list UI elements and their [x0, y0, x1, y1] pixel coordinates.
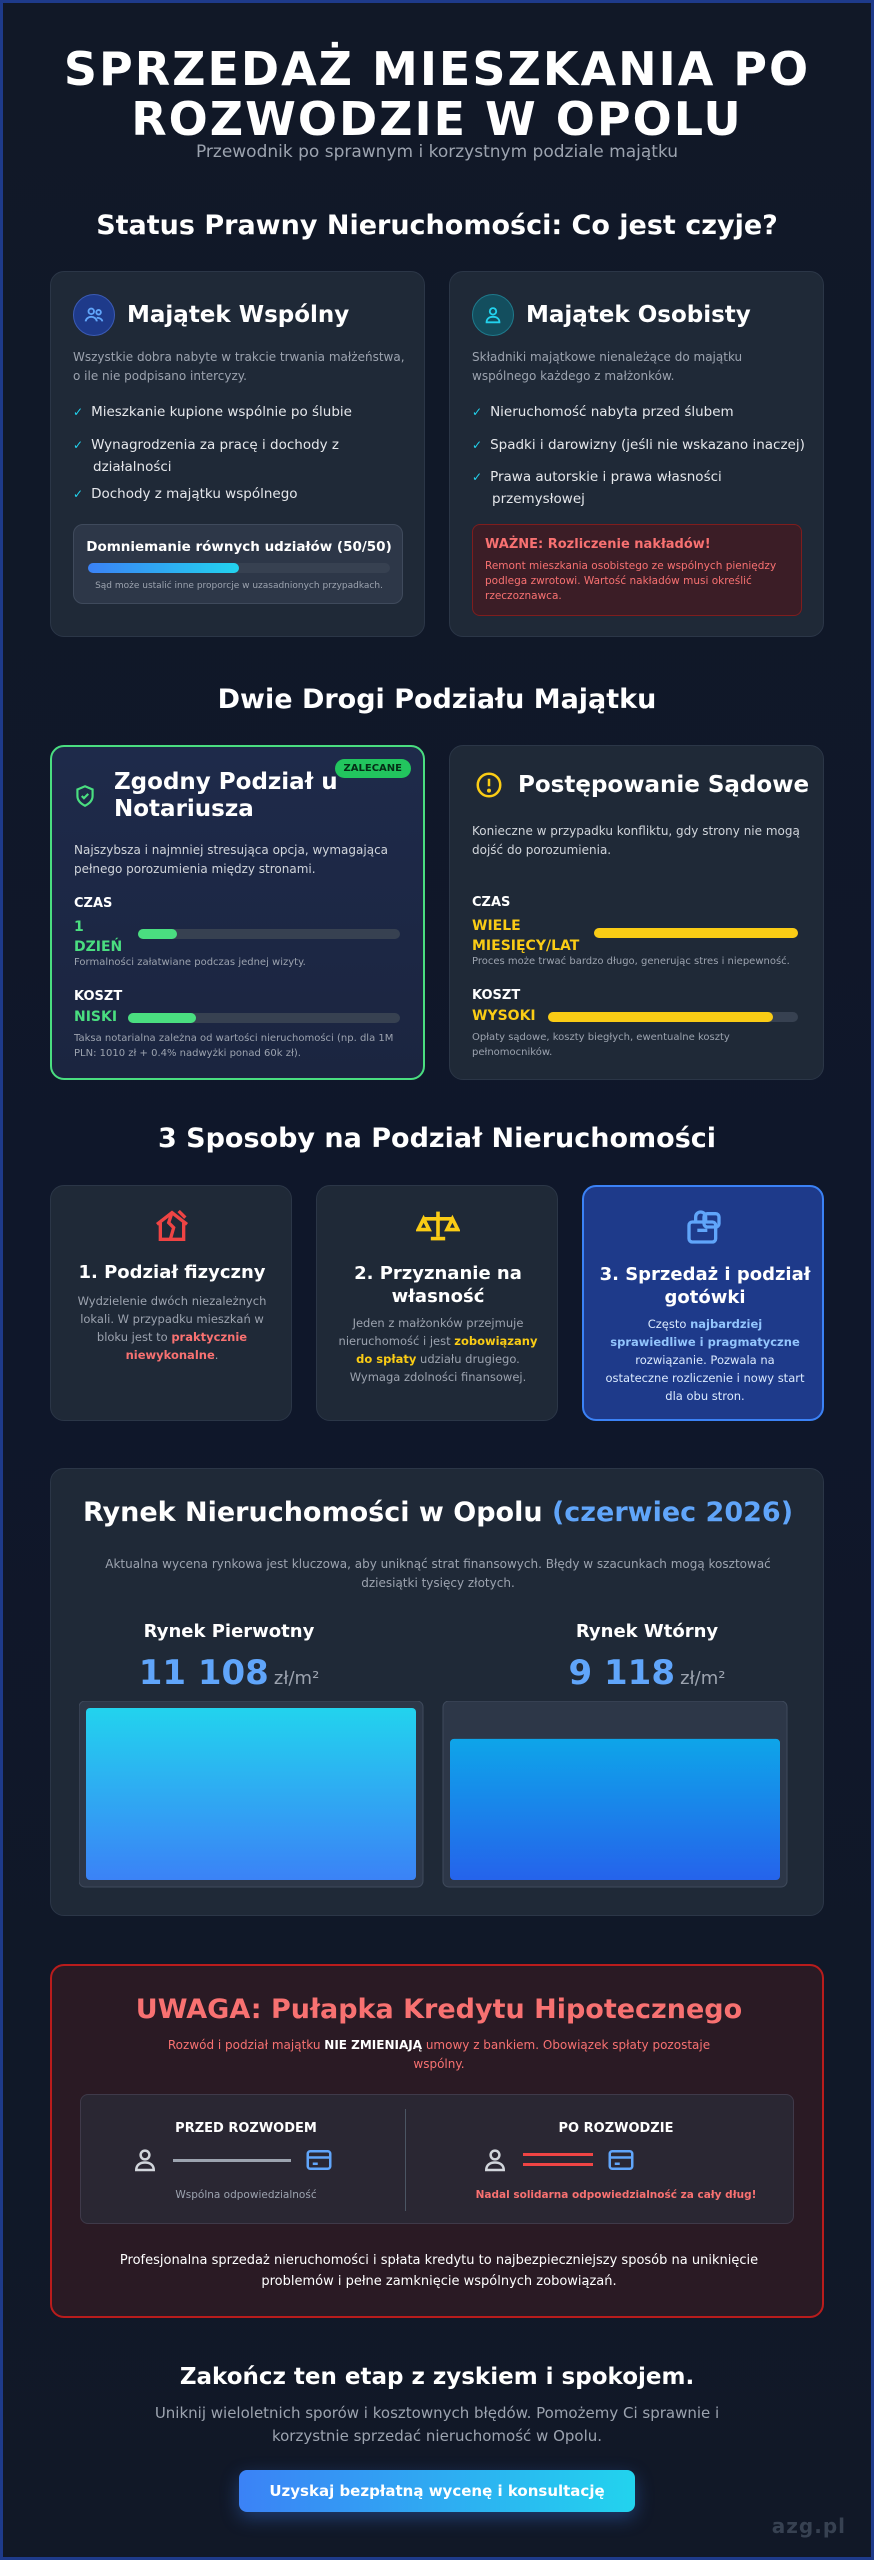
court-cost-bar	[548, 1012, 798, 1022]
court-card	[449, 745, 824, 1080]
market-desc: Aktualna wycena rynkowa jest kluczowa, aby uniknąć strat finansowych. Błędy w szacunkach mogą kosztować dziesiątki tysięcy złotych.	[105, 1557, 771, 1590]
before-label: PRZED ROZWODEM	[175, 2121, 317, 2136]
notary-cost-label: KOSZT	[74, 989, 123, 1004]
section-heading-paths: Dwie Drogi Podziału Majątku	[217, 684, 657, 715]
method-2-desc: Jeden z małżonków przejmuje nieruchomość i jest zobowiązany do spłaty udziału drugiego. Wymaga zdolności finansowej.	[338, 1316, 538, 1384]
equal-shares-note: Sąd może ustalić inne proporcje w uzasadnionych przypadkach.	[95, 581, 383, 591]
notary-time-note: Formalności załatwiane podczas jednej wizyty.	[74, 957, 306, 968]
person-icon	[479, 2145, 511, 2179]
market-price-chart	[79, 1701, 797, 1891]
scales-icon	[416, 1208, 460, 1248]
after-label: PO ROZWODZIE	[558, 2121, 674, 2136]
notary-card	[50, 745, 425, 1080]
recommended-badge: ZALECANE	[335, 759, 411, 778]
court-desc: Konieczne w przypadku konfliktu, gdy strony nie mogą dojść do porozumienia.	[472, 824, 800, 857]
equal-shares-box	[73, 524, 403, 604]
secondary-market-price: 9 118 zł/m²	[568, 1653, 726, 1693]
notary-cost-value: NISKI	[74, 1009, 118, 1025]
common-property-card	[50, 271, 425, 637]
notary-time-value: 1 DZIEŃ	[74, 919, 123, 955]
alert-circle-icon	[474, 770, 504, 804]
equal-shares-bar-fill	[88, 563, 239, 573]
person-icon	[129, 2145, 161, 2179]
divider	[405, 2109, 406, 2211]
warning-box	[472, 524, 802, 616]
mortgage-footer: Profesjonalna sprzedaż nieruchomości i spłata kredytu to najbezpieczniejszy sposób na uniknięcie problemów i pełne zamknięcie wspólnych zobowiązań.	[119, 2253, 759, 2289]
method-3-desc: Często najbardziej sprawiedliwe i pragmatyczne rozwiązanie. Pozwala na ostateczne rozliczenie i nowy start dla obu stron.	[605, 1317, 805, 1403]
page-title	[0, 44, 874, 144]
list-item-cont: przemysłowej	[492, 491, 585, 507]
list-item: ✓ Wynagrodzenia za pracę i dochody z	[73, 437, 340, 453]
page-subtitle: Przewodnik po sprawnym i korzystnym podziale majątku	[195, 142, 679, 162]
equal-shares-bar	[88, 563, 390, 573]
market-heading: Rynek Nieruchomości w Opolu (czerwiec 2026)	[82, 1497, 794, 1528]
broken-house-icon	[151, 1206, 193, 1250]
notary-cost-note: Taksa notarialna zależna od wartości nieruchomości (np. dla 1M PLN: 1010 zł + 0.4% nadwyżki ponad 60k zł).	[74, 1033, 394, 1059]
title-line-2: ROZWODZIE W OPOLU	[131, 92, 743, 146]
court-cost-label: KOSZT	[472, 988, 521, 1003]
personal-property-card	[449, 271, 824, 637]
court-cost-value: WYSOKI	[472, 1008, 536, 1024]
court-title: Postępowanie Sądowe	[518, 772, 810, 798]
equal-shares-title: Domniemanie równych udziałów (50/50)	[86, 539, 392, 555]
notary-desc: Najszybsza i najmniej stresująca opcja, wymagająca pełnego porozumienia między stronami.	[74, 843, 389, 876]
before-note: Wspólna odpowiedzialność	[175, 2189, 317, 2201]
title-line-1: SPRZEDAŻ MIESZKANIA PO	[63, 42, 811, 96]
method-card-2	[316, 1185, 558, 1421]
money-bag-icon	[683, 1207, 725, 1251]
warning-title: WAŻNE: Rozliczenie nakładów!	[485, 537, 711, 552]
personal-property-desc: Składniki majątkowe nienależące do majątku wspólnego każdego z małżonków.	[472, 350, 743, 383]
liability-line-1	[523, 2153, 593, 2156]
method-card-3	[582, 1185, 824, 1421]
cta-heading: Zakończ ten etap z zyskiem i spokojem.	[179, 2364, 695, 2390]
list-item: ✓ Spadki i darowizny (jeśli nie wskazano inaczej)	[472, 437, 805, 453]
primary-market-price: 11 108 zł/m²	[138, 1653, 320, 1693]
credit-card-icon	[303, 2145, 335, 2179]
notary-time-bar	[138, 929, 400, 939]
mortgage-warning-section	[50, 1964, 824, 2318]
method-card-1	[50, 1185, 292, 1421]
method-3-title: 3. Sprzedaż i podział gotówki	[599, 1264, 811, 1308]
notary-time-label: CZAS	[74, 896, 113, 911]
list-item: ✓ Mieszkanie kupione wspólnie po ślubie	[73, 404, 352, 420]
notary-title: Zgodny Podział u Notariusza	[114, 769, 338, 822]
users-icon	[73, 294, 115, 336]
mortgage-heading: UWAGA: Pułapka Kredytu Hipotecznego	[135, 1994, 743, 2025]
liability-line-2	[523, 2163, 593, 2166]
list-item-cont: działalności	[93, 459, 172, 475]
cta-desc: Uniknij wieloletnich sporów i kosztownych błędów. Pomożemy Ci sprawnie i korzystnie sprzedać nieruchomość w Opolu.	[154, 2404, 720, 2445]
court-time-note: Proces może trwać bardzo długo, generując stres i niepewność.	[472, 956, 790, 967]
consultation-button[interactable]: Uzyskaj bezpłatną wycenę i konsultację	[239, 2470, 635, 2512]
market-section	[50, 1468, 824, 1916]
section-heading-legal: Status Prawny Nieruchomości: Co jest czyje?	[96, 210, 778, 241]
notary-time-bar-fill	[138, 929, 177, 939]
shared-link-line	[173, 2159, 291, 2162]
court-time-bar-fill	[594, 928, 798, 938]
list-item: ✓ Nieruchomość nabyta przed ślubem	[472, 404, 734, 420]
primary-market-label: Rynek Pierwotny	[143, 1621, 315, 1642]
watermark: azg.pl	[771, 2514, 846, 2538]
list-item: ✓ Prawa autorskie i prawa własności	[472, 469, 722, 485]
warning-text: Remont mieszkania osobistego ze wspólnych pieniędzy podlega zwrotowi. Wartość nakładów musi określić rzeczoznawca.	[485, 560, 777, 602]
personal-property-title: Majątek Osobisty	[526, 302, 751, 328]
method-2-title: 2. Przyznanie na własność	[354, 1263, 522, 1307]
court-cost-bar-fill	[548, 1012, 773, 1022]
secondary-market-label: Rynek Wtórny	[575, 1621, 719, 1642]
list-item: ✓ Dochody z majątku wspólnego	[73, 486, 298, 502]
court-time-value: WIELE MIESIĘCY/LAT	[472, 918, 580, 954]
common-property-desc: Wszystkie dobra nabyte w trakcie trwania małżeństwa, o ile nie podpisano intercyzy.	[73, 350, 405, 383]
court-time-bar	[594, 928, 798, 938]
shield-check-icon	[72, 783, 98, 813]
credit-card-icon	[605, 2145, 637, 2179]
method-1-desc: Wydzielenie dwóch niezależnych lokali. W przypadku mieszkań w bloku jest to praktycznie niewykonalne.	[77, 1294, 267, 1362]
before-after-panel	[80, 2094, 794, 2224]
bar-secondary-market	[450, 1739, 780, 1880]
court-cost-note: Opłaty sądowe, koszty biegłych, ewentualne koszty pełnomocników.	[472, 1032, 730, 1058]
bar-primary-market	[86, 1708, 416, 1880]
notary-cost-bar	[128, 1013, 400, 1023]
method-1-title: 1. Podział fizyczny	[78, 1262, 266, 1283]
mortgage-sub: Rozwód i podział majątku NIE ZMIENIAJĄ umowy z bankiem. Obowiązek spłaty pozostaje wspólny.	[167, 2038, 711, 2071]
court-time-label: CZAS	[472, 895, 511, 910]
common-property-title: Majątek Wspólny	[127, 302, 350, 328]
section-heading-methods: 3 Sposoby na Podział Nieruchomości	[157, 1123, 717, 1154]
notary-cost-bar-fill	[128, 1013, 196, 1023]
after-note: Nadal solidarna odpowiedzialność za cały dług!	[475, 2189, 757, 2201]
user-icon	[472, 294, 514, 336]
